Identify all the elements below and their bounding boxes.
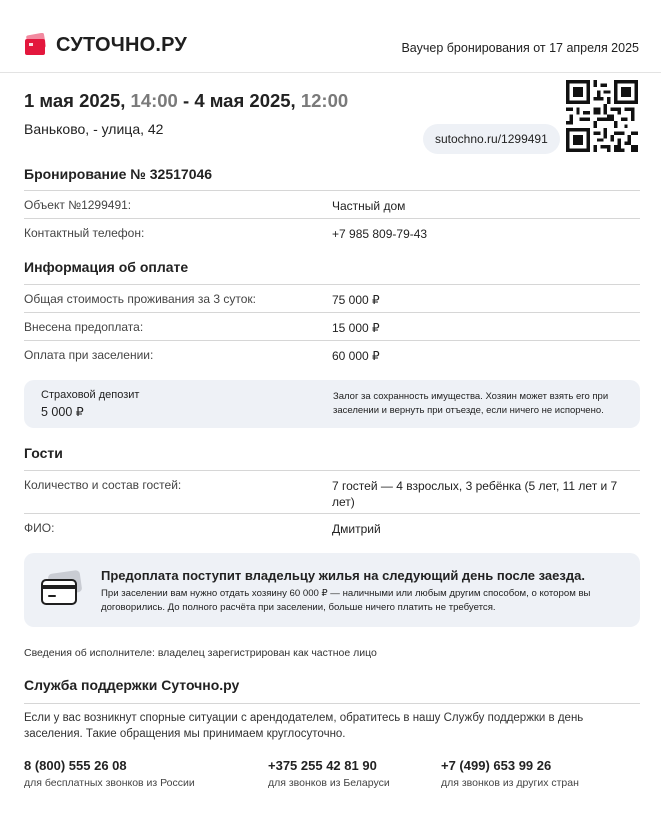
guests-title: Гости (24, 445, 63, 461)
performer-info: Сведения об исполнителе: владелец зарегистрирован как частное лицо (24, 647, 377, 659)
row-label: Объект №1299491: (24, 198, 132, 212)
phone-number[interactable]: 8 (800) 555 26 08 (24, 758, 127, 773)
checkin-date: 1 мая 2025, (24, 90, 126, 111)
phone-desc: для бесплатных звонков из России (24, 777, 195, 789)
voucher-title: Ваучер бронирования от 17 апреля 2025 (401, 41, 639, 55)
support-phone-russia (24, 758, 195, 789)
brand-name: СУТОЧНО.РУ (56, 33, 188, 56)
row-value: 60 000 ₽ (332, 349, 380, 363)
phone-number[interactable]: +7 (499) 653 99 26 (441, 758, 552, 773)
payment-title: Информация об оплате (24, 259, 189, 275)
row-label: ФИО: (24, 521, 55, 535)
date-separator: - (183, 90, 190, 111)
row-value: 75 000 ₽ (332, 293, 380, 307)
deposit-value: 5 000 ₽ (41, 405, 84, 419)
phone-desc: для звонков из Беларуси (268, 777, 390, 789)
property-address: Ваньково, - улица, 42 (24, 121, 164, 137)
checkout-time: 12:00 (300, 90, 349, 111)
stay-dates (24, 90, 348, 112)
row-value: Дмитрий (332, 522, 381, 536)
support-phone-belarus (268, 758, 390, 789)
row-label: Контактный телефон: (24, 226, 145, 240)
support-text: Если у вас возникнут спорные ситуации с арендодателем, обратитесь в нашу Службу поддержки в день заселения. Такие обращения мы принимаем круглосуточно. (24, 712, 584, 740)
property-link[interactable]: sutochno.ru/1299491 (423, 124, 560, 154)
row-value: 7 гостей — 4 взрослых, 3 ребёнка (5 лет, 11 лет и 7 лет) (332, 479, 618, 509)
brand-logo[interactable] (24, 33, 187, 57)
row-label: Количество и состав гостей: (24, 478, 182, 492)
qr-code (566, 80, 638, 152)
row-value: Частный дом (332, 199, 406, 213)
row-label: Общая стоимость проживания за 3 суток: (24, 292, 256, 306)
deposit-note: Залог за сохранность имущества. Хозяин может взять его при заселении и вернуть при отъезде, если ничего не испорчено. (333, 391, 609, 416)
notice-title: Предоплата поступит владельцу жилья на следующий день после заезда. (101, 568, 585, 583)
support-title: Служба поддержки Суточно.ру (24, 677, 240, 693)
row-value: 15 000 ₽ (332, 321, 380, 335)
phone-number[interactable]: +375 255 42 81 90 (268, 758, 377, 773)
divider (24, 703, 640, 704)
phone-desc: для звонков из других стран (441, 777, 579, 789)
logo-icon (24, 33, 50, 57)
contact-phone[interactable]: +7 985 809-79-43 (332, 227, 428, 241)
header (0, 0, 661, 73)
checkin-time: 14:00 (130, 90, 178, 111)
deposit-panel (24, 380, 640, 428)
row-label: Внесена предоплата: (24, 320, 144, 334)
support-phone-other (441, 758, 579, 789)
payment-row-total (24, 284, 640, 313)
deposit-title: Страховой депозит (41, 389, 140, 401)
booking-row-object (24, 190, 640, 219)
prepayment-notice (24, 553, 640, 627)
checkout-date: 4 мая 2025, (194, 90, 296, 111)
guests-row-name (24, 513, 640, 542)
payment-row-on-arrival (24, 340, 640, 369)
guests-row-count (24, 470, 640, 514)
row-label: Оплата при заселении: (24, 348, 154, 362)
booking-row-phone (24, 218, 640, 247)
card-icon (40, 570, 86, 608)
booking-title: Бронирование № 32517046 (24, 166, 213, 182)
payment-row-prepaid (24, 312, 640, 341)
notice-text: При заселении вам нужно отдать хозяину 60 000 ₽ — наличными или любым другим способом, о котором вы договорились. До полного расчёта при заселении, больше ничего платить не требуется. (101, 588, 591, 613)
